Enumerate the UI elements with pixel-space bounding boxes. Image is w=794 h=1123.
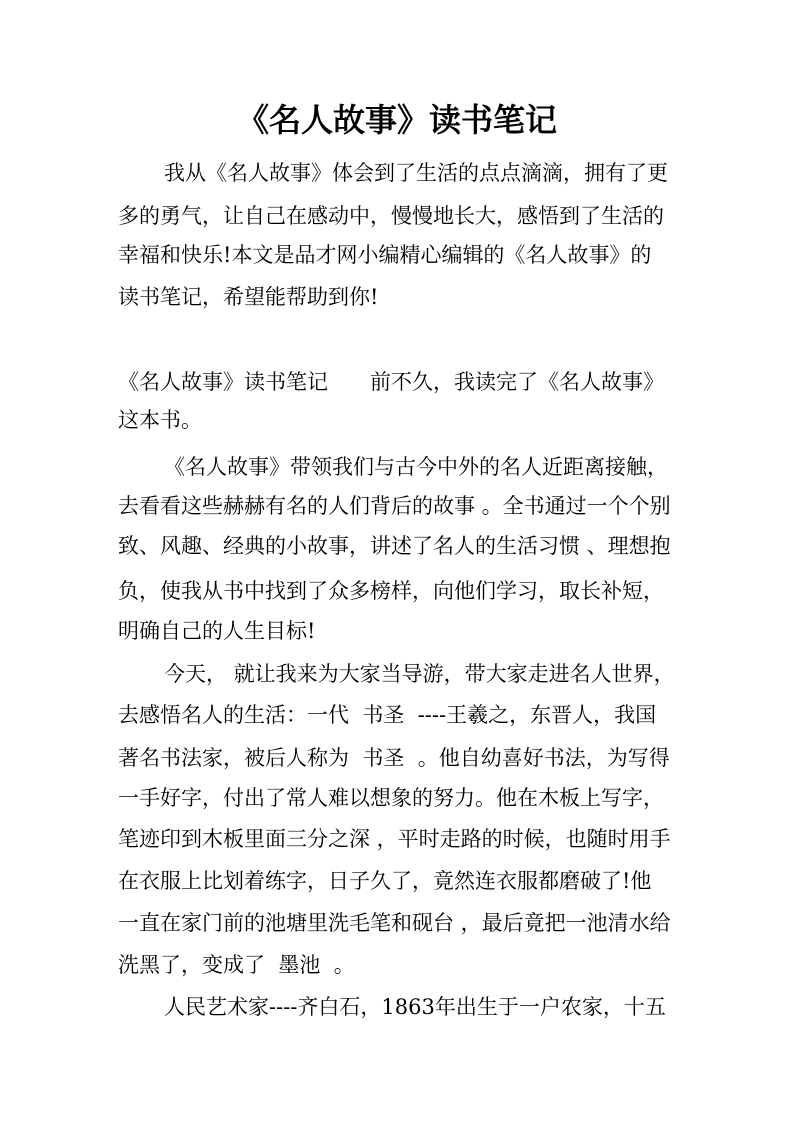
paragraph-line: 《名人故事》带领我们与古今中外的名人近距离接触， xyxy=(164,455,668,479)
paragraph-line: 读书笔记，希望能帮助到你! xyxy=(118,285,379,309)
paragraph-line: 这本书。 xyxy=(118,408,202,432)
paragraph-line: 笔迹印到木板里面三分之深 ，平时走路的时候，也随时用手 xyxy=(118,827,671,851)
paragraph-line: 洗黑了，变成了 墨池 。 xyxy=(118,953,355,977)
paragraph-line: 多的勇气，让自己在感动中，慢慢地长大，感悟到了生活的 xyxy=(118,204,664,228)
paragraph-line: 幸福和快乐!本文是品才网小编精心编辑的《名人故事》的 xyxy=(118,243,652,267)
paragraph-line: 负，使我从书中找到了众多榜样，向他们学习，取长补短， xyxy=(118,579,664,603)
document-title: 《名人故事》读书笔记 xyxy=(236,101,557,139)
paragraph-line: 人民艺术家----齐白石，1863年出生于一户农家，十五 xyxy=(164,995,666,1019)
paragraph-line: 致、风趣、经典的小故事，讲述了名人的生活习惯 、理想抱 xyxy=(118,534,671,558)
paragraph-line: 明确自己的人生目标! xyxy=(118,619,316,643)
paragraph-line: 《名人故事》读书笔记 前不久，我读完了《名人故事》 xyxy=(118,370,664,394)
paragraph-line: 在衣服上比划着练字，日子久了，竟然连衣服都磨破了!他 xyxy=(118,869,652,893)
paragraph-line: 今天， 就让我来为大家当导游，带大家走进名人世界， xyxy=(164,662,675,686)
paragraph-line: 一直在家门前的池塘里洗毛笔和砚台 ，最后竟把一池清水给 xyxy=(118,911,671,935)
paragraph-line: 一手好字，付出了常人难以想象的努力。他在木板上写字， xyxy=(118,786,664,810)
paragraph-line: 著名书法家，被后人称为 书圣 。他自幼喜好书法，为写得 xyxy=(118,746,670,770)
paragraph-line: 我从《名人故事》体会到了生活的点点滴滴，拥有了更 xyxy=(164,161,668,185)
paragraph-line: 去看看这些赫赫有名的人们背后的故事 。全书通过一个个别 xyxy=(118,494,671,518)
paragraph-line: 去感悟名人的生活：一代 书圣 ----王羲之，东晋人，我国 xyxy=(118,703,657,727)
